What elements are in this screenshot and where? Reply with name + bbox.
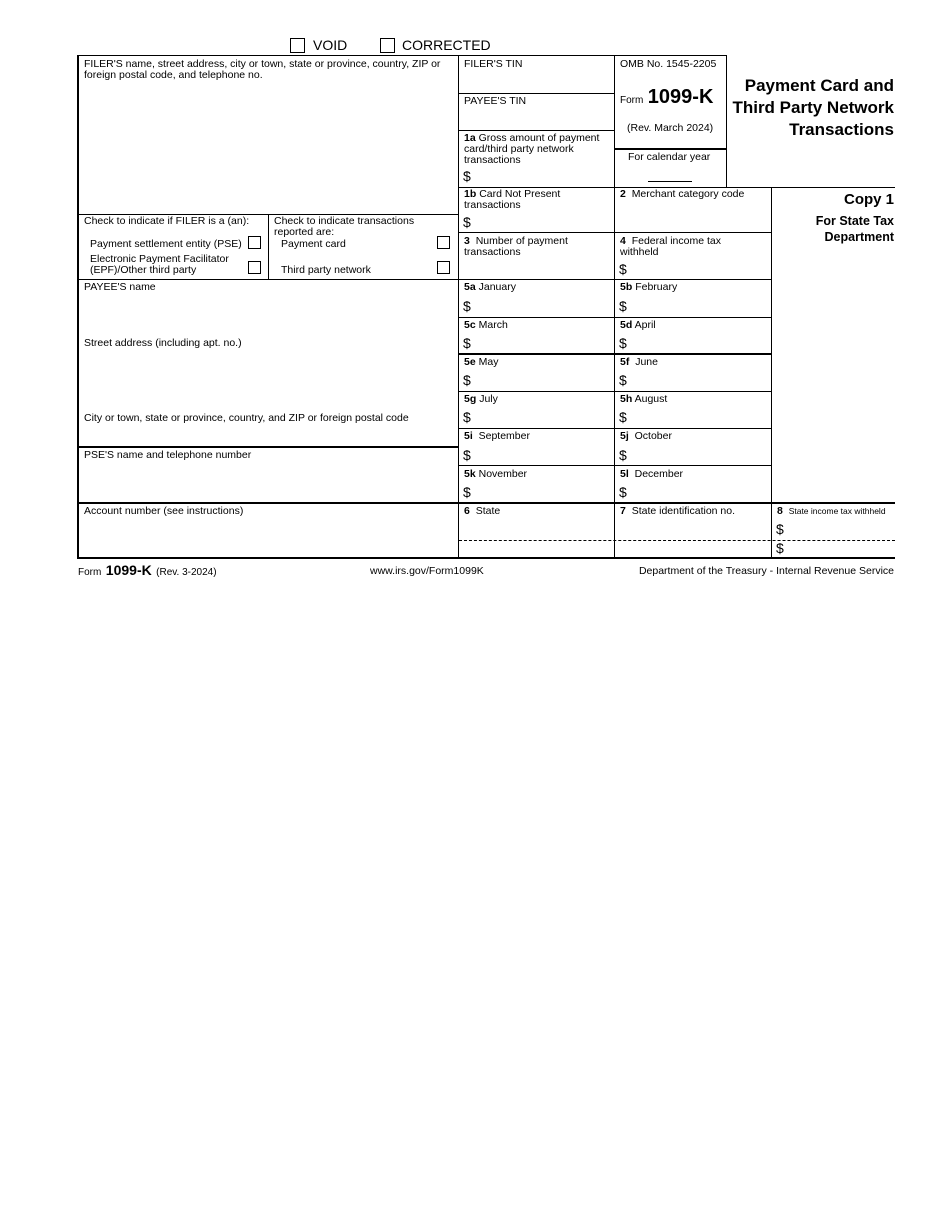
pse-name-label: PSE'S name and telephone number — [84, 449, 252, 461]
line-payee-tin — [459, 130, 614, 131]
check-trans-label: Check to indicate transactions reported are: — [274, 215, 415, 238]
box-5f-input[interactable] — [632, 372, 770, 390]
box-8-dollar-1: $ — [776, 521, 784, 537]
form-left-border — [77, 55, 79, 559]
street-input[interactable] — [84, 352, 456, 404]
box-5d-label: 5d April — [620, 319, 656, 331]
box-5e-label: 5e May — [464, 356, 499, 368]
box-5a-input[interactable] — [476, 298, 614, 316]
pse-label: Payment settlement entity (PSE) — [90, 238, 242, 250]
calendar-year-label: For calendar year — [628, 151, 711, 163]
line-5c — [459, 353, 771, 355]
footer-url: www.irs.gov/Form1099K — [370, 565, 484, 577]
box-2-label: 2 Merchant category code — [620, 188, 745, 200]
box-5c-label: 5c March — [464, 319, 508, 331]
box-5l-label: 5l December — [620, 468, 684, 480]
box-5j-label: 5j October — [620, 430, 672, 442]
box-1b-label: 1b Card Not Present transactions — [464, 188, 561, 211]
corrected-label: CORRECTED — [402, 37, 491, 53]
box-5g-input[interactable] — [476, 409, 614, 427]
payee-name-label: PAYEE'S name — [84, 281, 156, 293]
box-5k-label: 5k November — [464, 468, 528, 480]
form-number: 1099-K — [647, 86, 714, 108]
box-5b-input[interactable] — [632, 298, 770, 316]
payee-tin-input[interactable] — [464, 109, 613, 129]
pse-checkbox[interactable] — [248, 236, 261, 249]
box-5f-dollar: $ — [619, 372, 627, 388]
epf-checkbox[interactable] — [248, 261, 261, 274]
calendar-year-input[interactable] — [648, 165, 696, 182]
box-3-input[interactable] — [464, 258, 614, 278]
box-5j-dollar: $ — [619, 447, 627, 463]
corrected-checkbox[interactable] — [380, 38, 395, 53]
box-5h-input[interactable] — [632, 409, 770, 427]
void-label: VOID — [313, 37, 348, 53]
footer-dept: Department of the Treasury - Internal Revenue Service — [638, 565, 894, 577]
box-5h-label: 5h August — [620, 393, 668, 405]
box-8-label: 8 State income tax withheld — [777, 505, 886, 517]
footer-form-word: Form — [78, 567, 102, 578]
line-5g — [459, 428, 771, 429]
box-5g-label: 5g July — [464, 393, 498, 405]
revision: (Rev. March 2024) — [627, 122, 714, 134]
street-label: Street address (including apt. no.) — [84, 337, 242, 349]
copy-block — [794, 191, 894, 245]
copy-number: Copy 1 — [843, 191, 894, 208]
pse-name-input[interactable] — [84, 464, 456, 500]
box-5d-input[interactable] — [632, 335, 770, 353]
box-5f-label: 5f June — [620, 356, 658, 368]
line-1b — [459, 232, 771, 233]
box-5a-dollar: $ — [463, 298, 471, 314]
box-6-input-1[interactable] — [464, 520, 614, 540]
box-6-label: 6 State — [464, 505, 501, 517]
footer-form-id — [78, 562, 217, 580]
filer-name-input[interactable] — [84, 84, 456, 210]
footer-form-number: 1099-K — [105, 562, 152, 578]
line-rev — [615, 148, 726, 150]
box-8-dollar-2: $ — [776, 540, 784, 556]
check-filer-label: Check to indicate if FILER is a (an): — [84, 215, 250, 227]
col-divider-2 — [614, 55, 615, 559]
checkbox-divider — [268, 214, 269, 280]
footer-rev: (Rev. 3-2024) — [156, 567, 217, 578]
col-divider-3c — [771, 502, 772, 559]
col-divider-3b — [771, 280, 772, 502]
line-filer-tin — [459, 93, 614, 94]
city-input[interactable] — [84, 426, 456, 446]
box-5h-dollar: $ — [619, 409, 627, 425]
line-5i — [459, 465, 771, 466]
box-5b-label: 5b February — [620, 281, 678, 293]
box-8-input-2[interactable] — [789, 541, 897, 557]
box-5k-dollar: $ — [463, 484, 471, 500]
filer-name-label: FILER'S name, street address, city or town, state or province, country, ZIP or foreign postal code, and telephone no. — [84, 58, 441, 81]
box-5i-label: 5i September — [464, 430, 530, 442]
box-5i-dollar: $ — [463, 447, 471, 463]
epf-label: Electronic Payment Facilitator (EPF)/Other third party — [90, 253, 229, 276]
city-label: City or town, state or province, country, and ZIP or foreign postal code — [84, 412, 409, 424]
form-title: Payment Card and Third Party Network Transactions — [732, 76, 894, 139]
box-5c-input[interactable] — [476, 335, 614, 353]
box-5c-dollar: $ — [463, 335, 471, 351]
line-3 — [78, 279, 771, 280]
third-party-checkbox[interactable] — [437, 261, 450, 274]
box-6-input-2[interactable] — [464, 542, 614, 558]
account-label: Account number (see instructions) — [84, 505, 244, 517]
box-4-input[interactable] — [632, 261, 770, 279]
box-5i-input[interactable] — [476, 447, 614, 465]
box-7-input-2[interactable] — [620, 542, 770, 558]
box-1a-dollar: $ — [463, 168, 471, 184]
account-input[interactable] — [84, 520, 456, 556]
void-checkbox[interactable] — [290, 38, 305, 53]
form-top-border — [78, 55, 727, 56]
box-5e-input[interactable] — [476, 372, 614, 390]
box-1a-label: 1a Gross amount of payment card/third party network transactions — [464, 132, 600, 166]
box-5j-input[interactable] — [632, 447, 770, 465]
box-5g-dollar: $ — [463, 409, 471, 425]
payee-name-input[interactable] — [84, 296, 456, 328]
box-2-input[interactable] — [620, 210, 770, 232]
box-5d-dollar: $ — [619, 335, 627, 351]
box-5k-input[interactable] — [476, 484, 614, 502]
line-5a — [459, 317, 771, 318]
line-city — [78, 446, 458, 448]
box-5e-dollar: $ — [463, 372, 471, 388]
box-5b-dollar: $ — [619, 298, 627, 314]
box-3-label: 3 Number of payment transactions — [464, 235, 568, 258]
filer-tin-input[interactable] — [464, 72, 613, 92]
payment-card-checkbox[interactable] — [437, 236, 450, 249]
copy-desc: For State Tax Department — [815, 214, 894, 244]
payment-card-label: Payment card — [281, 238, 346, 250]
omb-number: OMB No. 1545-2205 — [620, 58, 717, 70]
form-id — [620, 86, 713, 109]
box-5a-label: 5a January — [464, 281, 516, 293]
box-4-label: 4 Federal income tax withheld — [620, 235, 721, 258]
box-1b-dollar: $ — [463, 214, 471, 230]
box-7-label: 7 State identification no. — [620, 505, 736, 517]
box-5l-input[interactable] — [632, 484, 770, 502]
col-divider-3a — [771, 187, 772, 280]
filer-tin-label: FILER'S TIN — [464, 58, 523, 70]
line-5k — [78, 502, 895, 504]
box-1b-input[interactable] — [476, 214, 614, 232]
form-word: Form — [620, 95, 644, 106]
box-4-dollar: $ — [619, 261, 627, 277]
payee-tin-label: PAYEE'S TIN — [464, 95, 527, 107]
line-5e — [459, 391, 771, 392]
box-8-input-1[interactable] — [789, 521, 897, 539]
box-5l-dollar: $ — [619, 484, 627, 500]
box-7-input-1[interactable] — [620, 520, 770, 540]
third-party-label: Third party network — [281, 264, 371, 276]
box-1a-input[interactable] — [476, 168, 614, 187]
